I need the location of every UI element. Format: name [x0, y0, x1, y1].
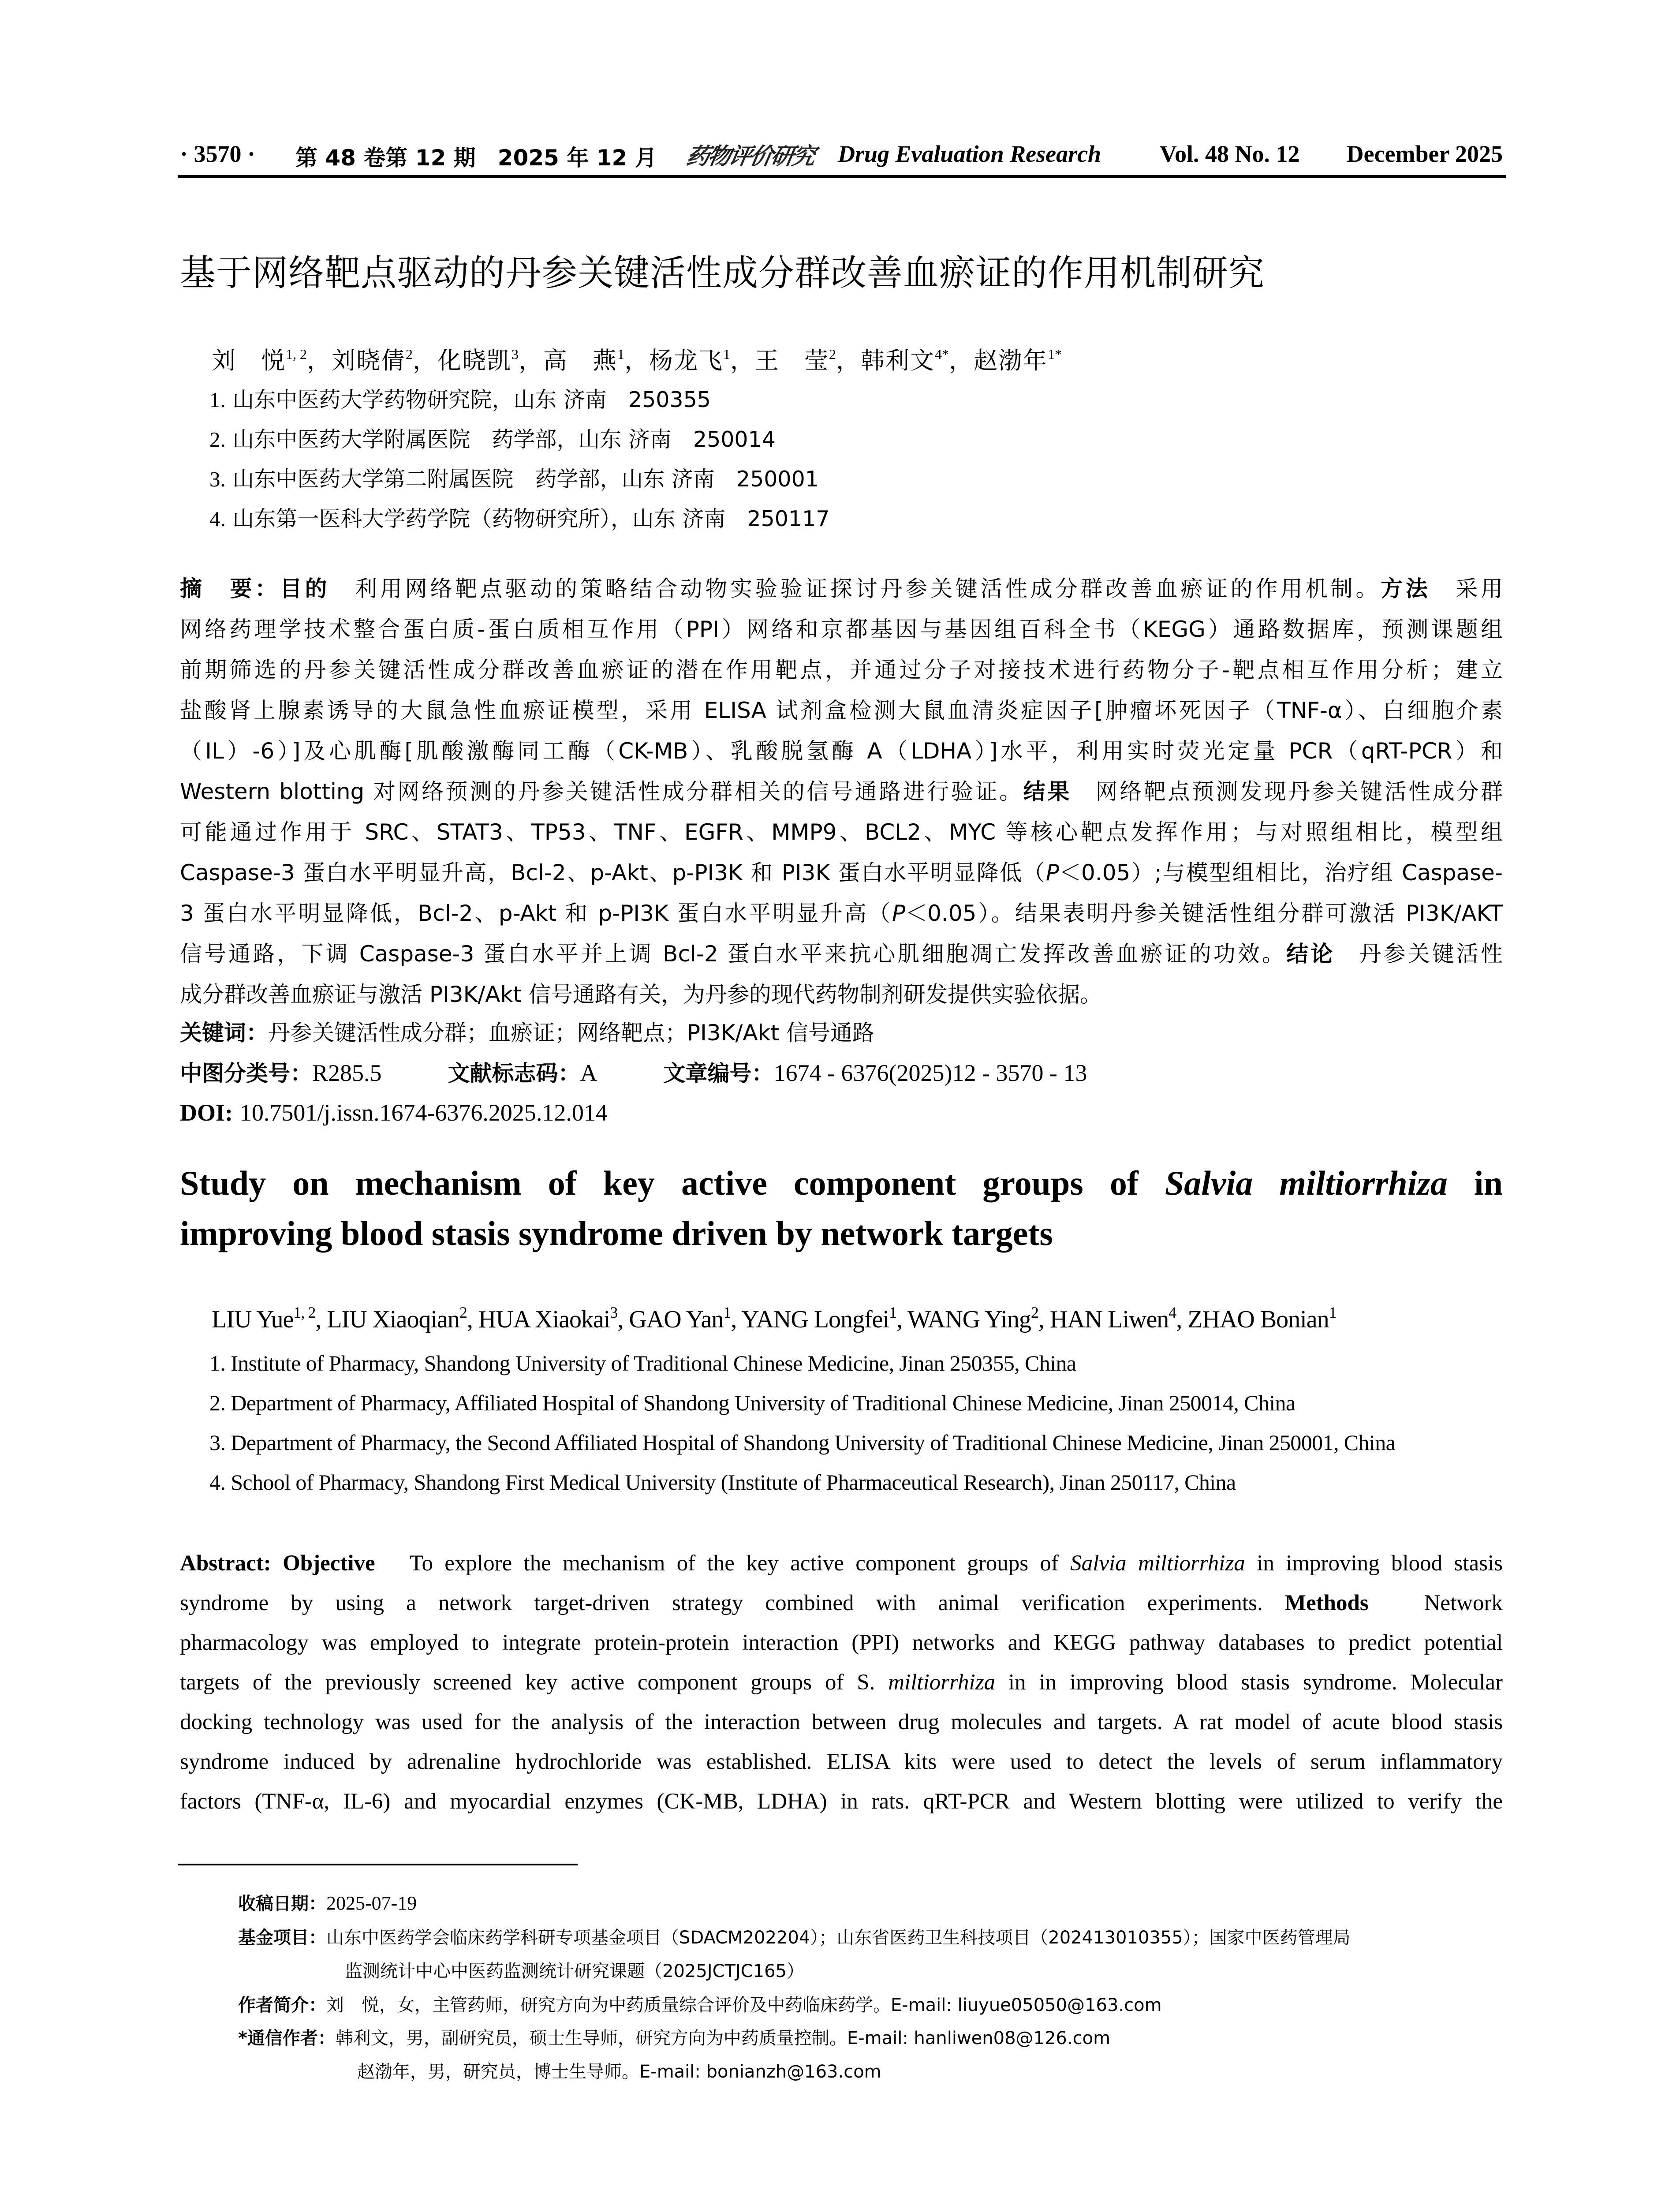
- cn-abstract-line: 网络药理学技术整合蛋白质-蛋白质相互作用（PPI）网络和京都基因与基因组百科全书（KEGG）通路数据库，预测课题组: [180, 617, 1503, 642]
- doi-label: DOI:: [180, 1099, 233, 1126]
- keywords-text: 丹参关键活性成分群；血瘀证；网络靶点；PI3K/Akt 信号通路: [268, 1020, 874, 1046]
- author-name: 刘 悦: [212, 347, 286, 374]
- cn-abstract-line: Caspase-3 蛋白水平明显升高，Bcl-2、p-Akt、p-PI3K 和 PI3K 蛋白水平明显降低（P＜0.05）;与模型组相比，治疗组 Caspase-: [180, 860, 1503, 886]
- en-abstract-line: syndrome induced by adrenaline hydrochloride was established. ELISA kits were used to detect the levels of serum inflammatory: [180, 1749, 1503, 1774]
- cn-classification: [180, 1058, 1503, 1088]
- author-affiliation-marker: 4: [1169, 1304, 1176, 1321]
- cn-abstract-line: 前期筛选的丹参关键活性成分群改善血瘀证的潜在作用靶点，并通过分子对接技术进行药物分子-靶点相互作用分析；建立: [180, 657, 1503, 683]
- author-affiliation-marker: 2: [459, 1304, 467, 1321]
- cn-abstract-line: Western blotting 对网络预测的丹参关键活性成分群相关的信号通路进行验证。结果 网络靶点预测发现丹参关键活性成分群: [180, 779, 1503, 804]
- doi-value: 10.7501/j.issn.1674-6376.2025.12.014: [239, 1099, 608, 1126]
- cn-abstract-line: 可能通过作用于 SRC、STAT3、TP53、TNF、EGFR、MMP9、BCL2、MYC 等核心靶点发挥作用；与对照组相比，模型组: [180, 819, 1503, 845]
- en-abstract-line: Abstract: Objective To explore the mechanism of the key active component groups of Salvia miltiorrhiza in improving blood stasis: [180, 1551, 1503, 1576]
- author-name: ZHAO Bonian: [1187, 1306, 1329, 1333]
- footnote-fund: 基金项目：山东中医药学会临床药学科研专项基金项目（SDACM202204）；山东省医药卫生科技项目（202413010355）；国家中医药管理局: [238, 1928, 1351, 1948]
- cn-abstract-line: 成分群改善血瘀证与激活 PI3K/Akt 信号通路有关，为丹参的现代药物制剂研发提供实验依据。: [180, 982, 1102, 1007]
- en-affiliation-2: 2. Department of Pharmacy, Affiliated Hospital of Shandong University of Traditional Chinese Medicine, Jinan 250014, China: [209, 1390, 1295, 1415]
- article-no-value: 1674 - 6376(2025)12 - 3570 - 13: [773, 1060, 1087, 1086]
- issue-date: December 2025: [1346, 141, 1503, 167]
- journal-name: Drug Evaluation Research: [838, 141, 1101, 167]
- doc-code-value: A: [580, 1060, 597, 1086]
- cn-affiliation-3: 3. 山东中医药大学第二附属医院 药学部，山东 济南 250001: [209, 467, 819, 492]
- doc-code-label: 文献标志码：: [448, 1061, 580, 1086]
- article-no-label: 文章编号：: [663, 1061, 774, 1086]
- cn-abstract-line: 3 蛋白水平明显降低，Bcl-2、p-Akt 和 p-PI3K 蛋白水平明显升高（P＜0.05）。结果表明丹参关键活性组分群可激活 PI3K/AKT: [180, 901, 1503, 926]
- cn-doi: [180, 1097, 1503, 1128]
- author-affiliation-marker: 2: [829, 346, 836, 362]
- cn-abstract-line: 信号通路，下调 Caspase-3 蛋白水平并上调 Bcl-2 蛋白水平来抗心肌细胞凋亡发挥改善血瘀证的功效。结论 丹参关键活性: [180, 941, 1503, 967]
- clc-value: R285.5: [312, 1060, 382, 1086]
- author-affiliation-marker: 1*: [1048, 346, 1062, 362]
- footnote-corresponding-cont: 赵渤年，男，研究员，博士生导师。E-mail: bonianzh@163.com: [357, 2062, 881, 2082]
- en-abstract-line: syndrome by using a network target-driven strategy combined with animal verification experiments. Methods Network: [180, 1591, 1503, 1615]
- author-affiliation-marker: 3: [511, 346, 519, 362]
- author-name: 杨龙飞: [649, 347, 723, 374]
- header-rule: [178, 175, 1506, 178]
- author-affiliation-marker: 1: [1329, 1304, 1337, 1321]
- author-name: HAN Liwen: [1049, 1306, 1169, 1333]
- footnote-received: 收稿日期：2025-07-19: [238, 1892, 417, 1914]
- author-name: GAO Yan: [629, 1306, 724, 1333]
- en-title-line-2: improving blood stasis syndrome driven by network targets: [180, 1214, 1053, 1252]
- cn-affiliation-1: 1. 山东中医药大学药物研究院，山东 济南 250355: [209, 387, 711, 412]
- author-name: YANG Longfei: [741, 1306, 889, 1333]
- footnote-corresponding: *通信作者：韩利文，男，副研究员，硕士生导师，研究方向为中药质量控制。E-mail: hanliwen08@126.com: [238, 2028, 1111, 2048]
- volume-issue: Vol. 48 No. 12: [1160, 141, 1300, 167]
- footnote-author-intro: 作者简介：刘 悦，女，主管药师，研究方向为中药质量综合评价及中药临床药学。E-mail: liuyue05050@163.com: [238, 1995, 1162, 2015]
- cn-abstract-line: 摘 要：目的 利用网络靶点驱动的策略结合动物实验验证探讨丹参关键活性成分群改善血瘀证的作用机制。方法 采用: [180, 576, 1503, 602]
- author-affiliation-marker: 1, 2: [286, 346, 307, 362]
- cn-affiliation-4: 4. 山东第一医科大学药学院（药物研究所），山东 济南 250117: [209, 506, 830, 531]
- cn-authors: 刘 悦$^{1, 2}$，刘晓倩$^2$，化晓凯$^3$，高 燕$^1$，杨龙飞$^1$，王 莹$^2$，韩利文$^{4*}$，赵渤年$^{1*}$: [212, 346, 1062, 374]
- cn-abstract-line: 盐酸肾上腺素诱导的大鼠急性血瘀证模型，采用 ELISA 试剂盒检测大鼠血清炎症因子[肿瘤坏死因子（TNF-α）、白细胞介素: [180, 698, 1503, 723]
- cn-title: 基于网络靶点驱动的丹参关键活性成分群改善血瘀证的作用机制研究: [180, 253, 1265, 294]
- en-abstract-line: docking technology was used for the analysis of the interaction between drug molecules and targets. A rat model of acute blood stasis: [180, 1710, 1503, 1734]
- clc-label: 中图分类号：: [180, 1061, 312, 1086]
- author-affiliation-marker: 4*: [935, 346, 949, 362]
- author-name: 韩利文: [861, 347, 935, 374]
- author-affiliation-marker: 1: [723, 1304, 731, 1321]
- author-name: HUA Xiaokai: [478, 1306, 610, 1333]
- running-header: [180, 140, 1503, 176]
- en-abstract-line: pharmacology was employed to integrate protein-protein interaction (PPI) networks and KEGG pathway databases to predict potential: [180, 1630, 1503, 1655]
- en-authors: LIU Yue$^{1, 2}$, LIU Xiaoqian$^2$, HUA Xiaokai$^3$, GAO Yan$^1$, YANG Longfei$^1$, WANG Ying$^2$, HAN Liwen$^4$, ZHAO Bonian$^1$: [212, 1304, 1337, 1333]
- author-affiliation-marker: 1: [617, 346, 624, 362]
- author-affiliation-marker: 1, 2: [293, 1304, 316, 1321]
- keywords-label: 关键词：: [180, 1020, 268, 1046]
- journal-logo: 药物评价研究: [684, 143, 816, 170]
- author-affiliation-marker: 3: [610, 1304, 618, 1321]
- author-affiliation-marker: 2: [406, 346, 413, 362]
- author-name: WANG Ying: [907, 1306, 1031, 1333]
- footnote-rule: [178, 1864, 578, 1865]
- author-affiliation-marker: 1: [723, 346, 730, 362]
- author-name: 赵渤年: [974, 347, 1048, 374]
- author-name: LIU Yue: [212, 1306, 294, 1333]
- author-name: 化晓凯: [437, 347, 511, 374]
- author-name: 刘晓倩: [332, 347, 406, 374]
- en-affiliation-4: 4. School of Pharmacy, Shandong First Medical University (Institute of Pharmaceutical Research), Jinan 250117, China: [209, 1470, 1236, 1495]
- cn-keywords: [180, 1017, 1503, 1048]
- cn-abstract-line: （IL）-6）]及心肌酶[肌酸激酶同工酶（CK-MB）、乳酸脱氢酶 A（LDHA）]水平，利用实时荧光定量 PCR（qRT-PCR）和: [180, 738, 1503, 764]
- footnote-fund-cont: 监测统计中心中医药监测统计研究课题（2025JCTJC165）: [345, 1961, 805, 1981]
- author-name: LIU Xiaoqian: [327, 1306, 459, 1333]
- page-number: · 3570 ·: [180, 141, 256, 167]
- author-affiliation-marker: 2: [1030, 1304, 1038, 1321]
- cn-affiliation-2: 2. 山东中医药大学附属医院 药学部，山东 济南 250014: [209, 427, 776, 452]
- author-affiliation-marker: 1: [889, 1304, 897, 1321]
- en-affiliation-3: 3. Department of Pharmacy, the Second Affiliated Hospital of Shandong University of Traditional Chinese Medicine, Jinan 250001, China: [209, 1430, 1396, 1455]
- cn-volume-issue: 第 48 卷第 12 期 2025 年 12 月: [295, 145, 657, 171]
- en-abstract-line: targets of the previously screened key active component groups of S. miltiorrhiza in in improving blood stasis syndrome. Molecular: [180, 1670, 1503, 1695]
- author-name: 高 燕: [543, 347, 617, 374]
- en-affiliation-1: 1. Institute of Pharmacy, Shandong University of Traditional Chinese Medicine, Jinan 250355, China: [209, 1351, 1076, 1375]
- en-title-line-1: Study on mechanism of key active component groups of Salvia miltiorrhiza in: [180, 1164, 1503, 1202]
- author-name: 王 莹: [755, 347, 829, 374]
- en-abstract-line: factors (TNF-α, IL-6) and myocardial enzymes (CK-MB, LDHA) in rats. qRT-PCR and Western blotting were utilized to verify the: [180, 1789, 1503, 1814]
